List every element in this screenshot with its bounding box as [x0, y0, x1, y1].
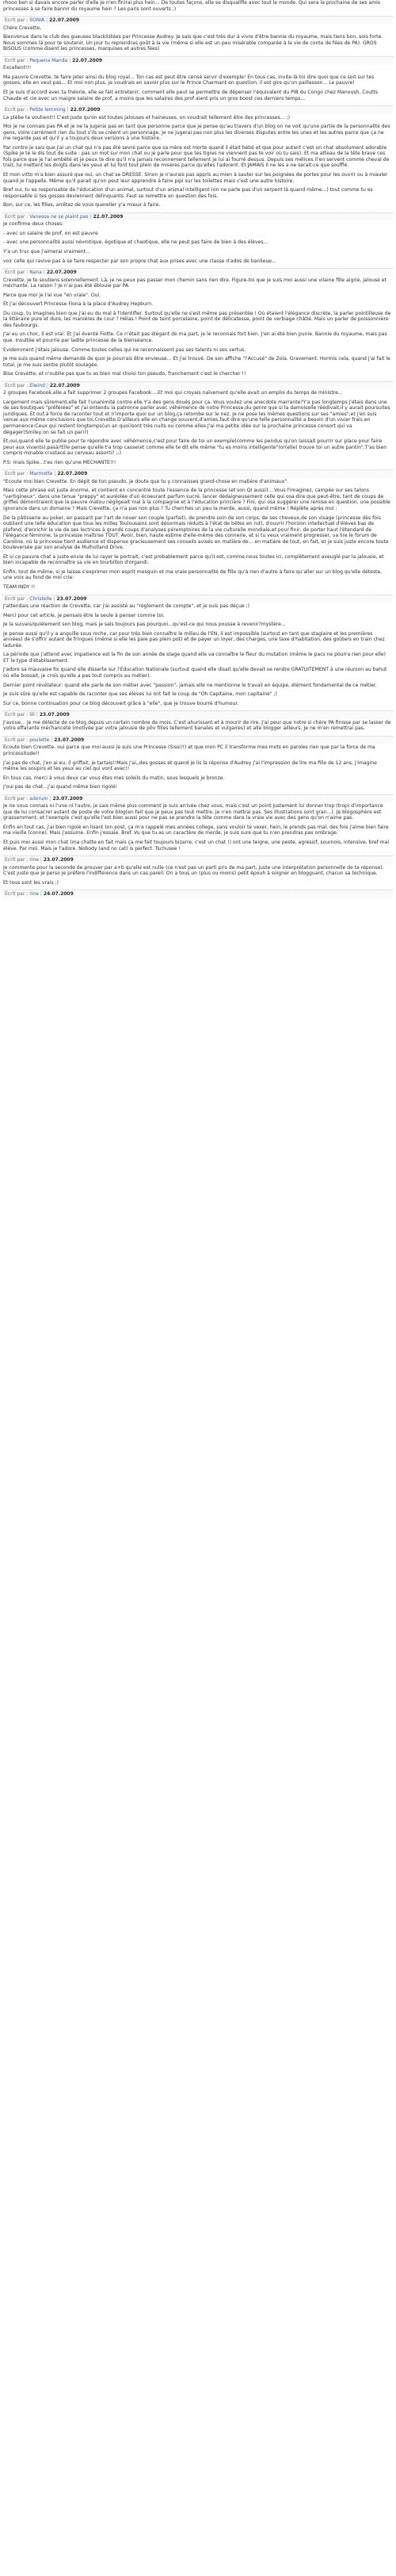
comment-meta: [2, 736, 393, 744]
comment-paragraph: 2 groupes Facebook,elle a fait supprimer 2 groupes Facebook....Et moi qui croyais naïvement qu'elle avait un emploi du temps de ministre...: [3, 390, 343, 396]
comment-author-link[interactable]: rine: [29, 891, 39, 898]
comment-paragraph: Bise Crevette, et n'oublie pas que tu as bien mal choisi ton pseudo, franchement c'est le chercher !!: [3, 371, 246, 377]
comment-date: 22.07.2009: [46, 270, 77, 276]
comment-body: [2, 479, 393, 591]
comment: [2, 105, 393, 209]
comment-meta: [2, 212, 393, 221]
comment-paragraph: Par contre je sais que j'ai un chat qui n'a pas été sevré parce que sa mère est morte quand il était bébé et que pour autant c'est un chat absolument adorable (Spike je te le dis tout de suite : pas un mot sur mon chat ou je parle pour que tes tigres ne viennent pas te voir où tu sais). Et ma atteau de la tête brave ces fols parce que je l'ai embêté et je peux te dire qu'il n'a jamais reconnement tellement je lui ai fourré dessus. Depuis ses mélices il'en servent comme cheval de trait, lui mettent les doigts dans les yeux et lui font tout plein de misères parce qu'elles l'adorent. Et JAMAIS il ne les a ne serait-ce que soufflé.: [3, 144, 390, 169]
comment-paragraph: Et puis moi aussi mon chat (ma chatte en fait mais ça me fait toujours bizarre, c'est un chat !) ont une teigne, une peste, agressif, sournois, intensive, bref mal éléve. Par moi. Mais je l'adore. Nobody (and no cat) is perfect. Tschusee !: [3, 839, 390, 852]
comment-paragraph: J'adore sa mauvaise foi quand elle disserte sur l'Education Nationale (surtout quand elle disait qu'elle devait se rendre GRATUITEMENT à une réunion au bahut où elle bossait, je crois qu'elle a pas tout compris au métier).: [3, 667, 387, 679]
comment-paragraph: Ecoute bien Crevette, oui parce que moi aussi je suis une Princesse (Sissi!!) et que mon PC il transforme mes mots en paroles rien que par la force de ma princessitude!!: [3, 744, 375, 756]
comment-paragraph: Et tous sont les vrais :): [3, 879, 59, 886]
comment-meta: [2, 710, 393, 719]
comment: [2, 16, 393, 52]
separator: |: [67, 107, 69, 113]
comments-list: [0, 0, 396, 898]
comment-body: [2, 278, 393, 377]
comment: [2, 268, 393, 377]
comment: [2, 469, 393, 590]
comment-paragraph: Mais cette phrase est juste énorme, et contient en concentré toute l'essence de la princesse (et son QI aussi)... Vous l'imaginez, campée sur ses talons "vertigineux", dans une tenue "preppy" et auréolée d'un écoeurant parfum sucré, lancer dédaigneusement celle qui osa dire que peut-être, tant de coups de griffes démontraient que la pauvre matou négligeait mal à la compagnie et à l'éducation princière ? Fini, qui osa suggérer une remise en question, une possible ignorance dans un domaine ? Mais Crevette, ça n'a pas non plus ? Tu cherches un peu la merde, aussi, quand même ! Réplète après moi :: [3, 488, 390, 511]
comment-author-link[interactable]: Christelle: [29, 595, 52, 602]
comment-body: [2, 603, 393, 706]
comment-author-link[interactable]: SONIA: [29, 17, 45, 24]
comment-paragraph: Je la suivais/quièlement son blog, mais je sais toujours pas pourquoi...qu'est-ce qui nous pousse à revenir?mystère...: [3, 622, 286, 628]
comment-date: 24.07.2009: [43, 891, 74, 898]
comment-paragraph: J'oui pas de chat...j'ai quand même bien rigolé!: [3, 784, 118, 790]
comment-paragraph: Sur ce, bonne continuation pour ce blog découvert grâce à "elle", que je trouve bourré d'humour.: [3, 700, 239, 706]
comment-paragraph: Enfin en tout cas, j'ai bien rigolé en lisant ton post, ça m'a rappelé mes années college, sans vouloir te vexer, hein, le prends pas mal, des fois j'aime bien faire ma vieille (conne). Mais j'assume. Enfin j'essaie. Bref. Vu que tu as un caractère de merde, je suis sure que tu n'en prendras pas ombrage.: [3, 824, 389, 836]
comment-body: [2, 803, 393, 852]
written-by-label: Ecrit par :: [5, 471, 29, 477]
comment-body: [2, 0, 393, 12]
comment-author-link[interactable]: Marmotte: [29, 471, 53, 477]
comment-author-link[interactable]: rine: [29, 857, 39, 863]
comment-paragraph: Et mon vitto m'a bien assuré que oui, un chat se DRESSE. Sinon je n'aurais pas appris au mien à sauter sur les poignées de portes pour les ouvrir ou à miauler quand je l'appelle. Même qu'il parait qu'on peut leur apprendre à faire pipi sur les toilettes mais c'est une autre histoire.: [3, 172, 388, 184]
comment-paragraph: Dernier point révélateur: quand elle parle de son métier avec "passion", jamais elle ne mentionne le travail en équipe, élément fondamental de ce métier.: [3, 682, 377, 688]
comment-paragraph: P.S: mais Spike...t'es rien qu'une MECHANTE!!!: [3, 459, 116, 465]
comment-paragraph: Ma pauvre Crevette, te faire jeter ainsi du blog royal... Ton cas est peut être censé servir d'exemple! En tous cas, invite-là toi dire quoi que ce soit sur tes gosses, elle en veut pas... Et moi non plus, je voudrais en savoir plus sur le Prince Charmant en question, il est gire qu'un paillasson... Le pauvre!: [3, 74, 375, 86]
comment-author-link[interactable]: Vanessa ne se plaint pas: [29, 213, 89, 220]
comment-paragraph: Crevette, je te soutiens solennellement. Là, je ne peux pas passer mon chemin sans rien dire. Figure-toi que je suis moi aussi une vilaine fille aigrie, jalouse et méchante. La raison ? Je n'ai pas été éblouie par PA.: [3, 277, 386, 289]
comment-paragraph: Bref oui, tu es responsable de l'éducation d'un animal, surtout d'un animal intelligent (on ne parle pas d'un serpent là quand même...) tout comme tu es responsable si tes gosses deviennent délinquants. Faut se remettre en question des fois.: [3, 187, 373, 199]
comment-paragraph: Je ne vous connais ni l'une ni l'autre, je sais même plus comment je suis arrivée chez vous, mais c'est un point justement lui donner trop (trop) d'importance que de lui consacrer autant de poste de votre blog(en fait que je peux pas tout mettre, je n'en mettrai pas. Ses illustrations sont gran...). Je blogosphère est grassemment, et l'exemple c'est qu'elle l'est bien aussi pour ne pas se prendre la tête comme dans la vraie vie avec des gens qu'on n'aime pas.: [3, 803, 383, 821]
written-by-label: Ecrit par :: [5, 382, 29, 389]
comment-paragraph: La plèbe te soutient!! C'est juste qu'on est toutes jalouses et haineuses, on voudrait tellement être des princesses... ;): [3, 114, 291, 121]
comment-paragraph: rhooo ben si davais encore parler d'elle je n'en finirai plus hein... De toutes façons, elle se disqualifie avec tout le monde. Qui sera la prochaine de ses amis princesses à se faire bannir du royaume hein ? Les paris sont ouverts ;): [3, 0, 381, 12]
separator: |: [46, 17, 48, 24]
comment-author-link[interactable]: adorum: [29, 795, 48, 802]
comment-date: 23.07.2009: [39, 712, 70, 718]
comment-meta: [2, 16, 393, 25]
comment-paragraph: Excellent!!!: [3, 65, 32, 71]
comment-meta: [2, 268, 393, 277]
separator: |: [69, 57, 71, 63]
comment-paragraph: J'ai eu un choc, il est vrai. Et j'ai éventé Fiotte. Ce n'était pas élégant de ma part, je le reconnais fort bien. J'en ai été bien punie. Bannie du royaume, mais pas que. Insultée et pourrie par ladite princesse de la bienséance.: [3, 331, 387, 343]
comment: [2, 890, 393, 898]
comment-paragraph: Enfin, tout de même, si je laisse s'exprimer mon esprit mesquin et ma vraie personnalité de fille qu'à rien d'autre à faire qu'aller sur un blog qu'elle déteste, une voix au fond de moi crie:: [3, 568, 383, 581]
comment-paragraph: Je me suis quand même demandé de quoi je pourrais être envieuse... Et j'ai trouvé. De son affiche "l'Accusé" de Zola. Gravement. Hormis cela, quand j'ai fait le total, je me suis sentie plutôt soulagée.: [3, 356, 390, 368]
comment-paragraph: J'avoue... je me délecte de ce blog depuis un certain nombre de mois. C'est ahurissant et à mourir de rire. J'ai peur que notre si chère PA finisse par se lasser de votre effarante méchanceté (motivée par votre jalousie de pôv filles tellement banales et vulgaires) et alle blogger ailleurs. Je ne m'en remettrai pas.: [3, 719, 391, 732]
comment: [2, 736, 393, 790]
written-by-label: Ecrit par :: [5, 795, 29, 802]
comment-date: 22.07.2009: [70, 107, 101, 113]
separator: |: [46, 382, 48, 389]
comment-date: 22.07.2009: [49, 17, 80, 24]
comment: [2, 855, 393, 886]
written-by-label: Ecrit par :: [5, 891, 29, 898]
separator: |: [89, 213, 92, 220]
comment-author-link[interactable]: Elwind: [29, 382, 45, 389]
comment-paragraph: Je confirme deux choses:: [3, 221, 64, 228]
comment-paragraph: Je suis sûre qu'elle est capable de raconter que ses élèves lui ont fait le coup de "Oh Capitaine, mon capitaine" ;): [3, 691, 277, 698]
separator: |: [36, 712, 38, 718]
written-by-label: Ecrit par :: [5, 712, 29, 718]
comment-date: 23.07.2009: [43, 857, 74, 863]
separator: |: [43, 270, 45, 276]
comment-paragraph: Du coup, tu imagines bien que j'ai eu du mal à l'identifier. Surtout qu'elle ne s'est même pas présentée ! Où étaient l'élégance discrète, la parler pointilleuse de la littéraire pure et dure, les manières de cour ? Hélas ! Point de teint porcelaine, point de délicatesse, point de verbiage châtié. Mais un parler de poissonnière des faubourgs.: [3, 310, 391, 328]
comment-paragraph: En tous cas, merci à vous deux car vous êtes mes soleils du matin, sous lesquels je bronze.: [3, 775, 225, 781]
comment: [2, 0, 393, 12]
separator: |: [40, 857, 42, 863]
comment-meta: [2, 794, 393, 803]
written-by-label: Ecrit par :: [5, 270, 29, 276]
separator: |: [49, 795, 51, 802]
comment-body: [2, 744, 393, 790]
comment: [2, 381, 393, 466]
written-by-label: Ecrit par :: [5, 17, 29, 24]
comment-paragraph: "Ecoute moi bien Crevette. En dépit de ton pseudo, je doute que tu y connaisses grand-chose en matière d'animaux".: [3, 478, 289, 484]
comment-paragraph: Evidemment j'étais jalouse. Comme toutes celles qui ne reconnaissent pas ses talents ni ses vertus.: [3, 346, 246, 353]
written-by-label: Ecrit par :: [5, 595, 29, 602]
comment-paragraph: - avec une personnalité aussi névrotique, égotique et chaotique, elle ne peut pas faire de bien à des élèves...: [3, 239, 268, 246]
comment-body: [2, 115, 393, 209]
comment-paragraph: TEAM INDY !!: [3, 584, 36, 591]
comment-meta: [2, 105, 393, 114]
comment-body: [2, 390, 393, 465]
comment-meta: [2, 469, 393, 478]
comment-body: [2, 65, 393, 101]
comment-meta: [2, 890, 393, 898]
comment: [2, 56, 393, 101]
written-by-label: Ecrit par :: [5, 857, 29, 863]
written-by-label: Ecrit par :: [5, 107, 29, 113]
separator: |: [40, 891, 42, 898]
comment: [2, 710, 393, 732]
comment-paragraph: Bon, sur ce, les filles, arrêtez de vous quereller y'a mieux à faire.: [3, 202, 161, 209]
comment: [2, 794, 393, 852]
comment-paragraph: De la pâtisserie au poker, en passant par l'art de nouer son couple (parfait), de prendre soin de son corps, de ses cheveux,de son visage (princesse dès fois oubliant une telle éducation que tous les milles Toulousains sont désormais réduits à l'état de bêtes en rut), d'ouvrir l'horizon intellectuel d'élèves bas de plafond, d'enrichir la vie de ses lectrices à grands coups d'analyses péremptoires de la vie culturelle mondiale,et pour finir, de porter haut l'étendard de l'élégance féminine, la princesse maîtrise TOUT. Avoir, bien, haute estime d'elle-même des connerie, et si tu veux vraiment progresser, va lire le forum de Caroline, où la princesse tient audience et dispense gracieusement ses conseils avisés en matière de... en matière de tout, en fait, et je suis juste encore toute bouleversée par son analyse de Mulholland Drive.: [3, 515, 389, 551]
comment: [2, 595, 393, 707]
comment-author-link[interactable]: Nana: [29, 270, 42, 276]
comment-paragraph: La période que j'attend avec impatience est la fin de son année de stage quand elle va connaître le fleur du mutation (même le pacs ne pourra rien pour elle) ET le type d'établissement.: [3, 652, 386, 664]
comment-paragraph: J'attendais une réaction de Crevette, car j'ai assisté au "règlement de compte", et je suis pas déçue ;): [3, 603, 250, 610]
comment-body: [2, 865, 393, 886]
comment-meta: [2, 56, 393, 65]
comment-author-link[interactable]: lili: [29, 712, 35, 718]
comment-paragraph: Je commente pour la seconde de prouver par a+b qu'elle est nulle (ce n'est pas un parti pris de ma part, juste une interprétation personnelle de ta réponse). C'est juste que je perso je préfère l'indifférence dans un cas pareil. On a tous un (plus ou moins) petit épouh à soigner en blogguant, chacun sa technique.: [3, 864, 384, 877]
comment-paragraph: Moi je ne connais pas PA et je ne la jugerai pas en tant que personne parce que je pense qu'au travers d'un blog on ne voit qu'une partie de la personnalité des gens, voire carrément rien du tout s'ils se créent un personnage. Je ne jugerai pas non plus les diverses disputes entre les unes et les autres parce que ça ne me regarde pas et qu'il y a toujours deux versions à une histoire.: [3, 124, 390, 142]
separator: |: [53, 595, 55, 602]
comment-paragraph: Largement mais sûrement,elle fait l'unanimité contre elle.Y'a des gens doués pour ça. Vous voulez une anecdote marrante?Y'a pas longtemps j'étais dans une de ses boutiques "préférées" et j'ai entendu la patronne parler avec véhémence de notre Princesse,du genre que si la damoiselle réédivait,il y aurait poursuites juridiques. Et ouf,à force de raconter tout et n'importe quoi sur un blog,ça retombe sur le nez. Je ne pose les mêmes questions sur ses "amies",et j'en suis venue aux même conclusions que toi,Crevette.D'ailleurs elle en change souvent,d'amies,faut dire qu'une telle personnalité a besoin d'un vivier frais en permanence:Ceux qui restent longtemps(un an quoi)sont très nuits ou comme elles.J'ai ma petite idée sur la prochaine princesse consort qui va dégager(Smiley;on se fait un pari?): [3, 399, 390, 435]
comment-body: [2, 720, 393, 732]
comment-paragraph: Et,oui,quand elle te publie pour te répondre avec véhémence,c'est pour faire de toi un exemple(comme les pendus qu'on laissait pourrir sur place pour faire peur aux vivants),pasà?Elle pense qu'elle t'a trop casse(et comme elle te dit elle même "tu es moins intelligente")or(elle) trouve toi un autre pantin".T'as bien compris minable crustacé au cerveau assorti? ;-): [3, 438, 387, 457]
comment-paragraph: Bienvenue dans le club des gueuses blacklistées par Princesse Audrey. Je sais que c'est très dur à vivre d'être bannie du royaume, mais tiens bon, sois forte. Nous sommes là pour te soutenir. Un jour tu reprendras goût à la vie (même si elle est un peu misérable comparée à la vie de conte de fées de PA). GROS BISOUS (comme disent les princesses, marquises et autres fées): [3, 34, 383, 52]
comment-author-link[interactable]: Pequena Manda: [29, 57, 68, 63]
comment-paragraph: Merci pour cet article, je pensais être la seule à penser comme toi.: [3, 612, 165, 618]
comment-body: [2, 221, 393, 264]
comment-date: 22.07.2009: [49, 382, 80, 389]
separator: |: [54, 471, 56, 477]
comment-date: 23.07.2009: [52, 795, 83, 802]
comment-author-link[interactable]: Petite lemming: [29, 107, 66, 113]
comment-date: 22.07.2009: [72, 57, 103, 63]
written-by-label: Ecrit par :: [5, 737, 29, 743]
comment-paragraph: Et j'ai découvert Princesse Fiona à la place d'Audrey Hepburn.: [3, 301, 154, 308]
comment-paragraph: - avec un salaire de prof, on est pauvre: [3, 230, 98, 236]
comment: [2, 212, 393, 264]
written-by-label: Ecrit par :: [5, 213, 29, 220]
separator: |: [51, 737, 53, 743]
comment-paragraph: Et je suis d'accord avec ta théorie, elle se fait entretenir, comment elle peut se permettre de dépenser l'équivalent du PIB du Congo chez Manoush, Coutts Chaude et cie avec un maigre salaire de prof, a moins que les salaires des prof aient pris un gros boost ces derniers temps...: [3, 90, 379, 101]
comment-paragraph: Parce que moi je l'ai vue "en vraie". Oui.: [3, 292, 101, 298]
comment-paragraph: J'ai pas de chat, j'en ai eu, il griffait, je tartais!!Mais j'ai,,des gosses et quand je lis la réponse d'Audrey j'ai l'impression de lire ma fille de 12 ans, j'imagine même les soupirs et les yeux au ciel qui vont avec!!: [3, 760, 377, 772]
comment-paragraph: voir celle qui ravive pas à se faire respecter par son propre chat aux prises avec une classe d'ados de banlieue...: [3, 258, 276, 264]
comment-meta: [2, 855, 393, 864]
comment-body: [2, 25, 393, 52]
comment-paragraph: Et si ce pauvre chat a juste envie de lui rayer le portrait, c'est probablement parce qu'il est, comme nous toutes ici, complètement aveuglé par la jalousie, et bien incapable de reconnaître sa vie en tourbillon d'organdi.: [3, 553, 384, 566]
comment-date: 22.07.2009: [93, 213, 124, 220]
comment-meta: [2, 381, 393, 390]
comment-paragraph: Y'a un truc que j'aimerai vraiment...: [3, 248, 90, 255]
comment-date: 23.07.2009: [56, 595, 87, 602]
comment-meta: [2, 595, 393, 603]
comment-author-link[interactable]: poulette: [29, 737, 50, 743]
comment-date: 22.07.2009: [57, 471, 88, 477]
written-by-label: Ecrit par :: [5, 57, 29, 63]
comment-date: 23.07.2009: [54, 737, 85, 743]
comment-paragraph: Chère Crevette,: [3, 25, 42, 31]
comment-paragraph: Je pense aussi qu'il y a anguille sous roche, car pour très bien connaître le milieu de l'EN, il est impossible (surtout en tant que stagiaire et les premières années) de s'offrir autant de fringues (même si elle les paie pas plein pot) et de payer un loyer, des charges, une taxe d'habitation, des goûters en train chez ladurée.: [3, 630, 385, 649]
